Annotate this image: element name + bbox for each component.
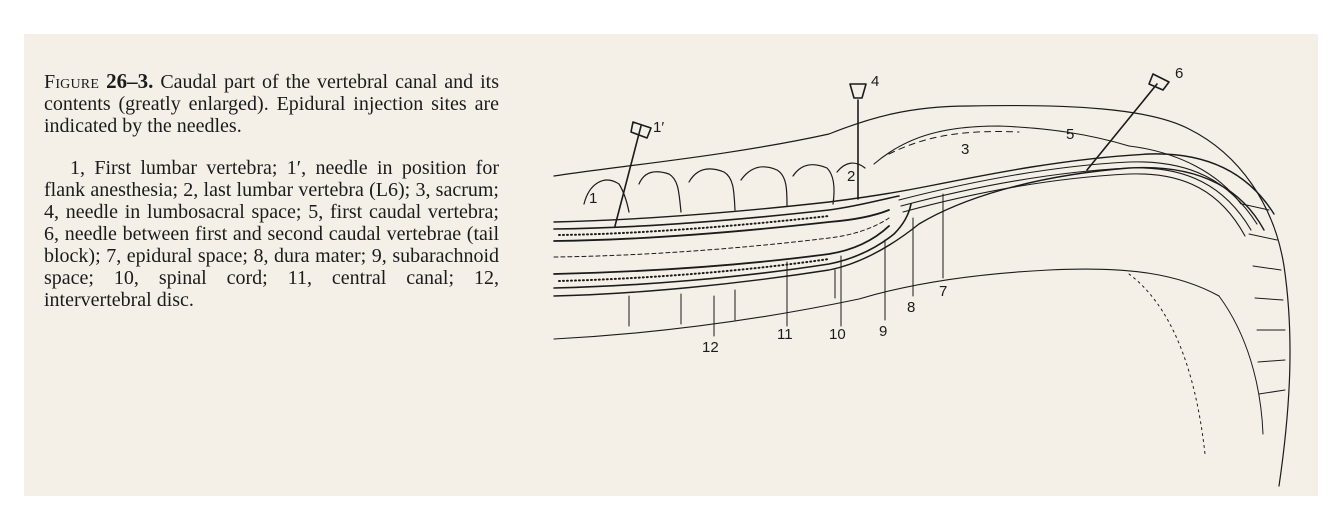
label-6: 6 (1175, 65, 1184, 82)
label-12: 12 (702, 339, 719, 356)
label-8: 8 (907, 299, 916, 316)
book-page (24, 34, 1318, 496)
lumbar-spinous-processes (584, 163, 865, 212)
label-3: 3 (961, 141, 970, 158)
intervertebral-discs (629, 270, 835, 326)
dorsal-contour (554, 106, 1290, 486)
central-canal (554, 218, 889, 257)
label-4: 4 (871, 73, 880, 90)
caption-legend: 1, First lumbar vertebra; 1′, needle in position for flank anesthesia; 2, last lumbar vertebra (L6); 3, sacrum; 4, needle in lumbosacral space; 5, first caudal vertebra; 6, needle between first and second caudal vertebrae (tail block); 7, epidural space; 8, dura mater; 9, subarachnoid space; 10, spinal cord; 11, central canal; 12, intervertebral disc. (44, 157, 499, 311)
figure-label: Figure (44, 71, 100, 93)
label-9: 9 (879, 323, 888, 340)
label-1-prime: 1′ (653, 119, 665, 136)
label-2: 2 (847, 168, 856, 185)
cauda-equina (899, 162, 1257, 236)
figure-caption (44, 70, 499, 311)
sacrum-stripe (889, 132, 1019, 154)
label-11: 11 (777, 326, 793, 343)
spinal-cord-upper (554, 210, 889, 241)
caption-title-paragraph (44, 70, 499, 137)
label-5: 5 (1066, 126, 1075, 143)
figure-number: 26–3. (106, 69, 154, 93)
label-7: 7 (939, 283, 948, 300)
label-10: 10 (829, 326, 846, 343)
vertebral-canal-illustration (529, 34, 1318, 496)
needle-1-prime (615, 122, 651, 226)
caption-title: Caudal part of the vertebral canal and its contents (greatly enlarged). Epidural injection sites are indicated by the needles. (44, 71, 499, 137)
label-1: 1 (589, 190, 598, 207)
abdominal-contour (1129, 274, 1205, 454)
